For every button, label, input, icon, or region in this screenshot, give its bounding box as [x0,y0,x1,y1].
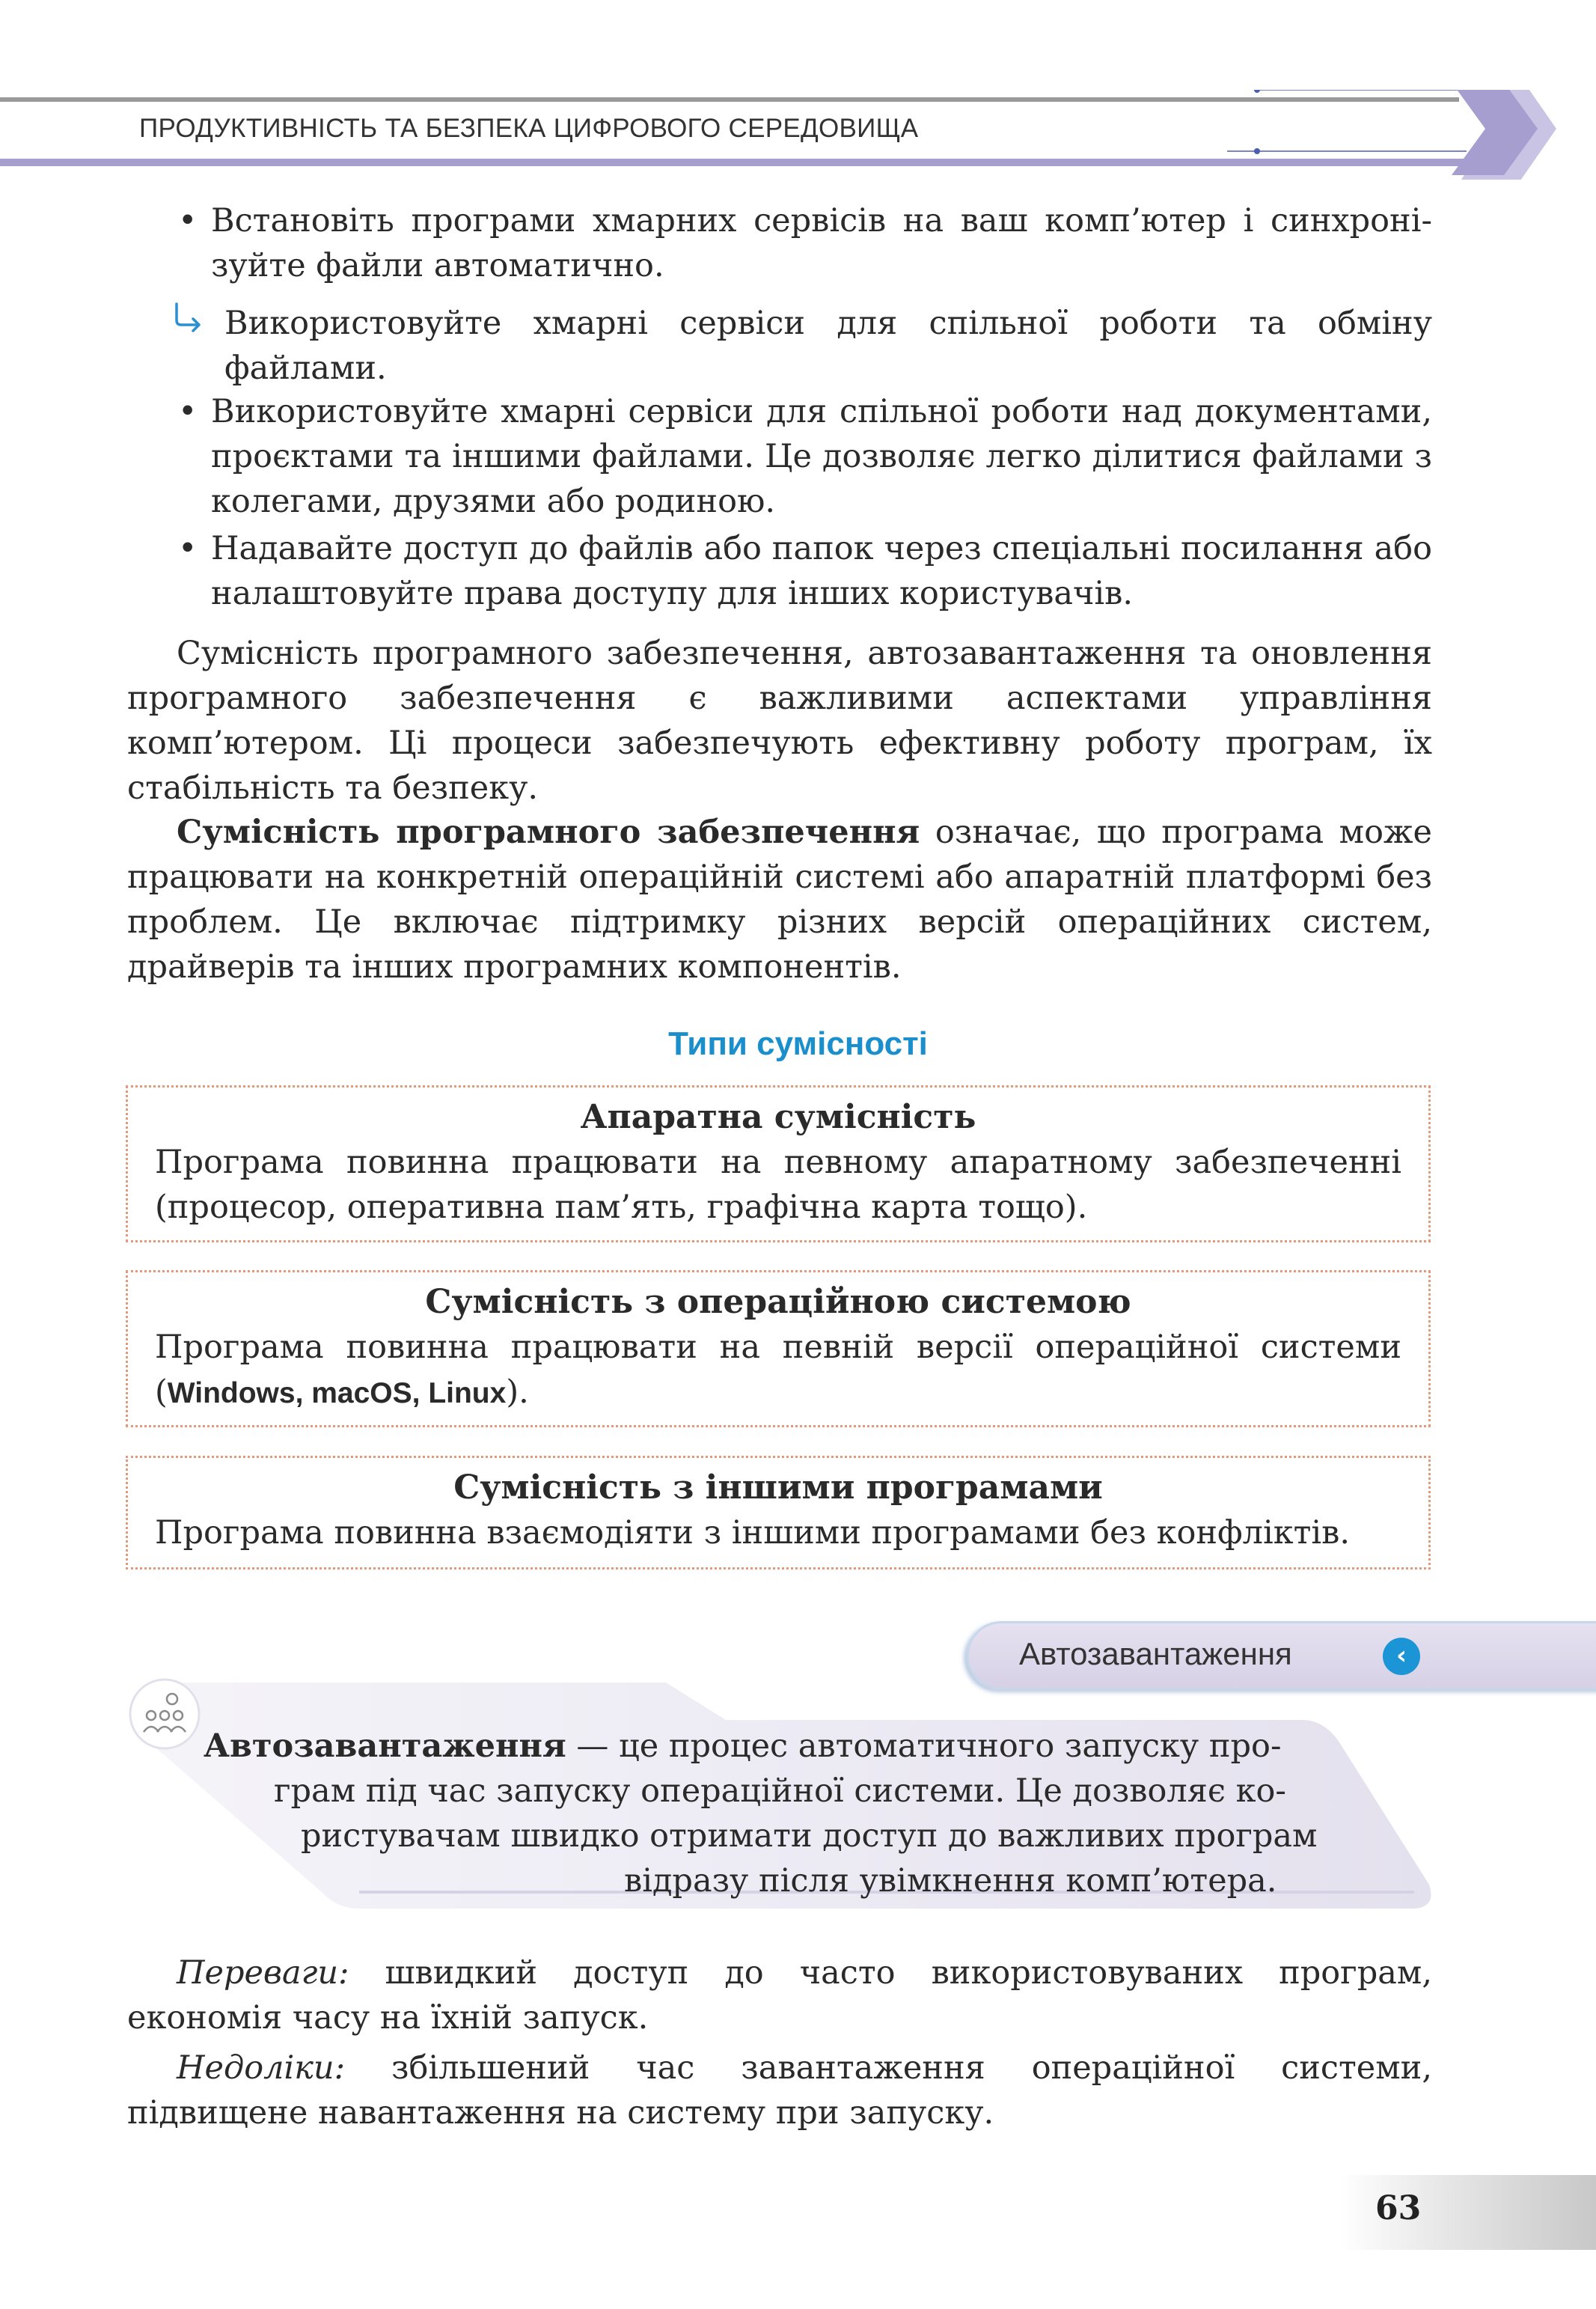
definition-text: — це процес автоматичного запуску про- [566,1727,1282,1765]
type-desc-before: Програма повинна працювати на певній версії операційної системи ( [155,1329,1401,1411]
type-desc: Програма повинна працювати на певному апаратному забезпеченні (процесор, оперативна пам’ять, графічна карта тощо). [155,1144,1401,1226]
type-box-programs [126,1456,1431,1570]
paragraph-compat-definition [127,810,1432,989]
type-box-os [126,1270,1431,1427]
definition-line-3: ристувачам швидко отримати доступ до важливих програм [301,1817,1318,1855]
autoload-tab-label: Автозавантаження [1019,1636,1292,1671]
paragraph-compat-intro: Сумісність програмного забезпечення, автозавантаження та оновлення програмного забезпечення є важливими аспектами управління комп’ютером. Ці процеси забезпечують ефективну роботу програм, їх стабільність та безпеку. [127,635,1432,807]
hint-text: Використовуйте хмарні сервіси для спільної роботи та обміну файлами. [224,305,1432,387]
term-autoload: Автозавантаження [204,1727,566,1765]
bullet-item: Використовуйте хмарні сервіси для спільної роботи над документами, проєктами та іншими файлами. Це дозволяє легко ділитися файлами з колегами, друзями або родиною. [211,393,1432,520]
bullet-item: Надавайте доступ до файлів або папок через спеціальні посилання або налаштовуйте права доступу для інших користувачів. [211,530,1432,612]
type-desc [155,1325,1401,1416]
definition-line-2: грам під час запуску операційної системи. Це дозволяє ко- [274,1772,1286,1810]
page-number: 63 [1375,2189,1422,2227]
pointing-hand-icon [172,301,207,335]
people-group-icon [127,1677,202,1751]
os-names: Windows, macOS, Linux [167,1377,507,1409]
chevron-left-icon[interactable]: ‹ [1383,1638,1420,1675]
type-title: Апаратна сумісність [580,1098,976,1136]
compat-definition-text: означає, що програма може працювати на конкретній операційній системі або апаратній платформі без проблем. Це включає підтримку різних версій операційних систем, драйверів та інших програмних компонентів. [127,814,1432,986]
type-desc: Програма повинна взаємодіяти з іншими програмами без конфліктів. [155,1514,1351,1552]
pros-label: Переваги: [177,1954,349,1992]
type-title: Сумісність з операційною системою [425,1283,1131,1321]
pros-text: швидкий доступ до часто використовуваних програм, економія часу на їхній запуск. [127,1954,1432,2037]
type-title: Сумісність з іншими програмами [453,1468,1103,1507]
types-heading: Типи сумісності [668,1025,928,1062]
definition-line-1 [204,1724,1281,1769]
bullet-dot: • [178,530,198,567]
type-desc-after: ). [506,1373,529,1411]
header-title: ПРОДУКТИВНІСТЬ ТА БЕЗПЕКА ЦИФРОВОГО СЕРЕДОВИЩА [139,114,919,143]
definition-line-4: відразу після увімкнення комп’ютера. [624,1862,1277,1900]
bullet-dot: • [178,202,198,240]
cons-text: збільшений час завантаження операційної системи, підвищене навантаження на систему при запуску. [127,2049,1432,2132]
paragraph-pros [127,1950,1432,2040]
bullet-item: Встановіть програми хмарних сервісів на ваш комп’ютер і синхроні-зуйте файли автоматично. [211,202,1432,284]
term-compat: Сумісність програмного забезпечення [177,814,920,851]
cons-label: Недоліки: [177,2049,346,2087]
paragraph-cons [127,2046,1432,2135]
type-box-hardware [126,1085,1431,1242]
bullet-dot: • [178,393,198,430]
